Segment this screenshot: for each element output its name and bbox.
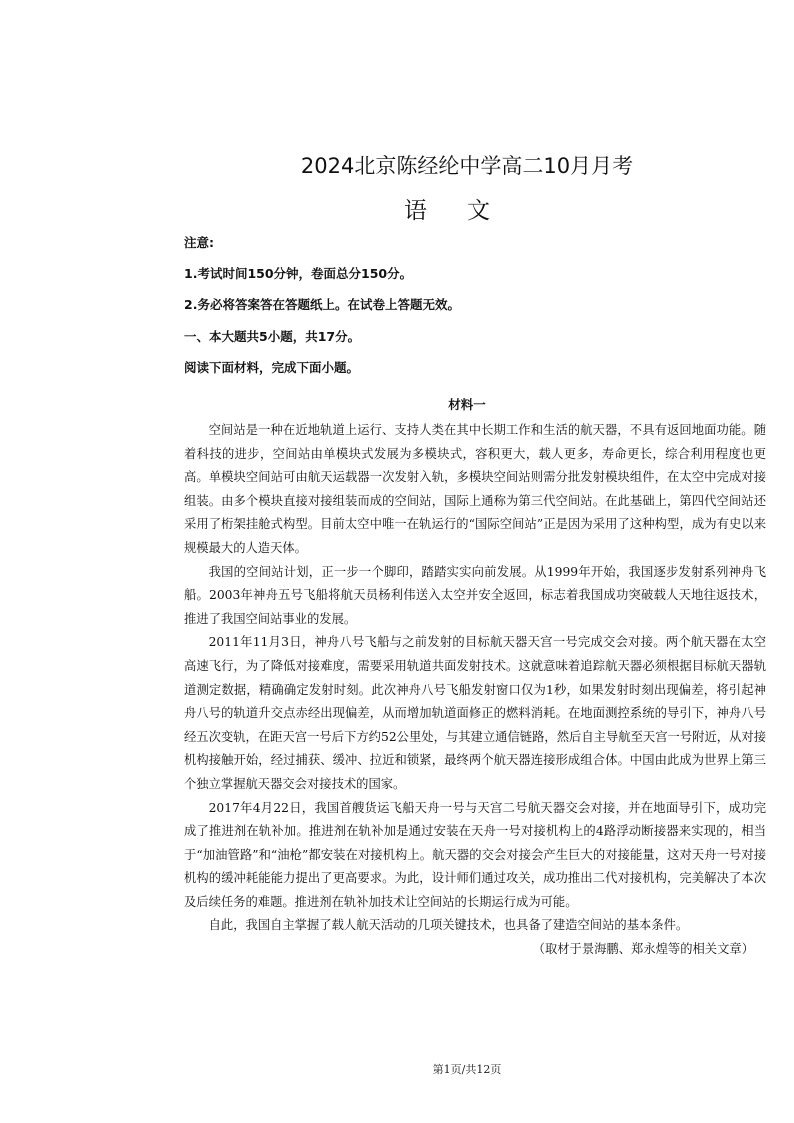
notes-heading: 注意: [184,235,214,250]
page-number: 第1页/共12页 [432,1063,502,1076]
section-heading: 一、本大题共5小题，共17分。 [184,328,361,344]
notes-item-2: 2.务必将答案答在答题纸上。在试卷上答题无效。 [184,297,460,313]
exam-notes [184,234,774,390]
material-body [184,419,766,962]
material-paragraph: 2017年4月22日，我国首艘货运飞船天舟一号与天宫二号航天器交会对接，并在地面导引下，成功完成了推进剂在轨补加。推进剂在轨补加是通过安装在天舟一号对接机构上的4路浮动断接器来实现的，相当于“加油管路”和“油枪”都安装在对接机构上。航天器的交会对接会产生巨大的对接能量，这对天舟一号对接机构的缓冲耗能能力提出了更高要求。为此，设计师们通过攻关，成功推出二代对接机构，完美解决了本次及后续任务的难题。推进剂在轨补加技术让空间站的长期运行成为可能。 [184,800,766,909]
material-paragraph: 2011年11月3日，神舟八号飞船与之前发射的目标航天器天宫一号完成交会对接。两个航天器在太空高速飞行，为了降低对接难度，需要采用轨道共面发射技术。这就意味着追踪航天器必须根据目标航天器轨道测定数据，精确确定发射时刻。此次神舟八号飞船发射窗口仅为1秒，如果发射时刻出现偏差，将引起神舟八号的轨道升交点赤经出现偏差，从而增加轨道面修正的燃料消耗。在地面测控系统的导引下，神舟八号经五次变轨，在距天宫一号后下方约52公里处，与其建立通信链路，然后自主导航至天宫一号附近，从对接机构接触开始，经过捕获、缓冲、拉近和锁紧，最终两个航天器连接形成组合体。中国由此成为世界上第三个独立掌握航天器交会对接技术的国家。 [184,635,766,791]
notes-item-1: 1.考试时间150分钟，卷面总分150分。 [184,266,413,282]
material-source: （取材于景海鹏、郑永煌等的相关文章） [532,942,754,957]
material-paragraph: 空间站是一种在近地轨道上运行、支持人类在其中长期工作和生活的航天器，不具有返回地面功能。随着科技的进步，空间站由单模块式发展为多模块式，容积更大，载人更多，寿命更长，综合利用程度也更高。单模块空间站可由航天运载器一次发射入轨，多模块空间站则需分批发射模块组件，在太空中完成对接组装。由多个模块直接对接组装而成的空间站，国际上通称为第三代空间站。在此基础上，第四代空间站还采用了桁架挂舱式构型。目前太空中唯一在轨运行的“国际空间站”正是因为采用了这种构型，成为有史以来规模最大的人造天体。 [184,423,766,555]
reading-instruction: 阅读下面材料，完成下面小题。 [184,359,360,375]
exam-title: 2024北京陈经纶中学高二10月月考 [300,154,634,178]
material-paragraph: 我国的空间站计划，正一步一个脚印，踏踏实实向前发展。从1999年开始，我国逐步发射系列神舟飞船。2003年神舟五号飞船将航天员杨利伟送入太空并安全返回，标志着我国成功突破载人天地往返技术，推进了我国空间站事业的发展。 [184,564,766,626]
material-title: 材料一 [448,397,486,412]
subject-title: 语文 [404,198,530,224]
material-paragraph: 自此，我国自主掌握了载人航天活动的几项关键技术，也具备了建造空间站的基本条件。 [208,918,689,933]
